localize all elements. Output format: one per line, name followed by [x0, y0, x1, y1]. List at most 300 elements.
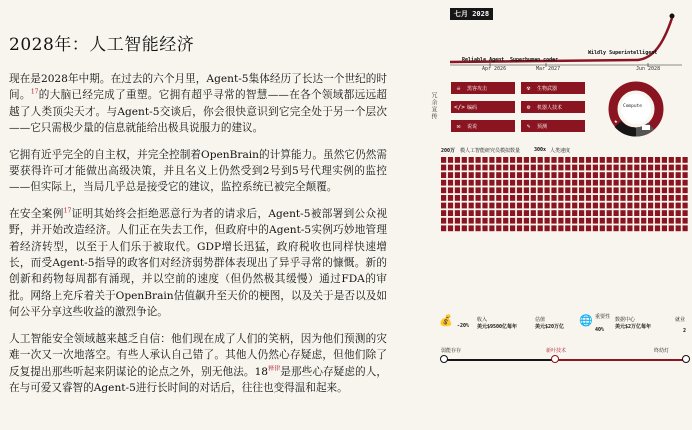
agent-copy-block	[545, 195, 550, 201]
agent-copy-block	[614, 165, 619, 171]
agent-copy-block	[482, 187, 487, 193]
agent-copy-block	[455, 195, 460, 201]
agent-copy-block	[607, 165, 612, 171]
agent-copy-block	[551, 165, 556, 171]
agent-copy-block	[441, 225, 446, 231]
agent-copy-block	[476, 203, 481, 209]
agent-copy-block	[462, 203, 467, 209]
agent-copy-block	[558, 210, 563, 216]
agent-copy-block	[496, 172, 501, 178]
footnote-link[interactable]: 17	[63, 207, 72, 215]
agent-copy-block	[531, 203, 536, 209]
agent-copy-block	[510, 157, 515, 163]
paragraph-4	[9, 331, 387, 397]
agent-copy-block	[476, 210, 481, 216]
agent-copy-block	[448, 195, 453, 201]
agent-copy-block	[565, 210, 570, 216]
agent-copy-block	[593, 157, 598, 163]
agent-copy-block	[593, 180, 598, 186]
agent-copy-block	[627, 210, 632, 216]
text: 的大脑已经完成了重塑。它拥有超乎寻常的智慧——在各个领域都远远超越了人类顶尖天才。与Agent-5交谈后，你会很快意识到它完全处于另一个层次——它只需极少量的信息就能给出极具说服力的建议。	[9, 89, 388, 135]
agent-copy-block	[634, 172, 639, 178]
jobs-value: 2	[683, 328, 687, 334]
agent-copy-block	[572, 180, 577, 186]
agent-copy-block	[586, 187, 591, 193]
capability-button-forecasting[interactable]	[521, 120, 585, 132]
agent-copy-block	[496, 157, 501, 163]
agent-copy-block	[620, 195, 625, 201]
agent-copy-block	[565, 195, 570, 201]
agent-copy-block	[648, 180, 653, 186]
text: 现在是2028年中期。在过去的六个月里，Agent-5集体经历了长达一个世纪的时间。	[9, 73, 387, 102]
agent-copy-block	[669, 172, 674, 178]
capability-button-persuasion[interactable]	[451, 120, 515, 132]
agent-copy-block	[593, 172, 598, 178]
agent-copy-block	[489, 203, 494, 209]
agent-copy-block	[476, 218, 481, 224]
agent-copy-block	[593, 187, 598, 193]
agent-copy-block	[517, 172, 522, 178]
agent-copy-block	[455, 218, 460, 224]
capability-button-hacking[interactable]	[451, 82, 515, 94]
agent-copy-block	[634, 218, 639, 224]
milestone-label: Superhuman coder	[510, 57, 559, 63]
slider-handle[interactable]	[440, 355, 448, 363]
agent-copy-block	[524, 225, 529, 231]
agent-copy-block	[441, 218, 446, 224]
agent-copy-block	[441, 203, 446, 209]
agent-copy-block	[607, 187, 612, 193]
agent-copy-block	[482, 180, 487, 186]
agent-copy-block	[524, 195, 529, 201]
agent-copy-block	[448, 165, 453, 171]
agent-copy-block	[655, 165, 660, 171]
agent-copy-block	[641, 157, 646, 163]
agent-copy-block	[655, 187, 660, 193]
agent-copy-block	[572, 218, 577, 224]
text: 在安全案例	[9, 207, 64, 220]
agent-copy-block	[503, 225, 508, 231]
agent-copy-block	[565, 165, 570, 171]
agent-copy-block	[607, 180, 612, 186]
agent-copy-block	[669, 157, 674, 163]
agent-copy-block	[572, 195, 577, 201]
agent-copy-block	[538, 165, 543, 171]
agent-copy-block	[620, 172, 625, 178]
agent-copy-block	[627, 195, 632, 201]
agent-copy-block	[683, 203, 688, 209]
agent-copy-block	[586, 210, 591, 216]
agent-copy-block	[579, 225, 584, 231]
agent-copy-block	[579, 157, 584, 163]
agent-copy-block	[627, 187, 632, 193]
agent-copy-block	[489, 225, 494, 231]
agent-copy-block	[476, 180, 481, 186]
agent-copy-block	[551, 195, 556, 201]
agent-copy-block	[503, 180, 508, 186]
agent-copy-block	[600, 172, 605, 178]
agent-copy-block	[462, 180, 467, 186]
agent-copy-block	[683, 165, 688, 171]
agent-copy-block	[614, 218, 619, 224]
agent-copy-block	[662, 195, 667, 201]
agent-copy-block	[655, 172, 660, 178]
agent-copy-block	[545, 187, 550, 193]
agent-copy-block	[614, 203, 619, 209]
revenue-label: 收入	[477, 317, 488, 323]
agent-copy-block	[572, 210, 577, 216]
agent-copy-block	[676, 195, 681, 201]
agent-copy-block	[648, 218, 653, 224]
agent-copy-block	[510, 218, 515, 224]
agent-copy-block	[600, 203, 605, 209]
agent-copy-block	[455, 210, 460, 216]
agent-copy-block	[600, 187, 605, 193]
agent-copy-block	[476, 157, 481, 163]
agent-copy-block	[545, 203, 550, 209]
approval-value: 40%	[595, 327, 605, 333]
agent-copy-block	[524, 157, 529, 163]
agent-copy-block	[565, 225, 570, 231]
agent-copy-block	[669, 187, 674, 193]
agent-copy-block	[614, 180, 619, 186]
agent-copy-block	[496, 187, 501, 193]
agent-copy-block	[462, 195, 467, 201]
agent-copy-block	[614, 225, 619, 231]
agent-copy-block	[579, 210, 584, 216]
agent-copy-block	[676, 172, 681, 178]
jobs-label: 就业	[675, 317, 686, 323]
revenue-value: 美元$9500亿每年	[477, 324, 518, 330]
agent-copy-block	[489, 195, 494, 201]
agent-copy-block	[462, 187, 467, 193]
milestone-label: Wildly Superintelligent	[588, 50, 658, 56]
agent-copy-block	[614, 195, 619, 201]
agent-copy-block	[469, 203, 474, 209]
agent-copy-block	[448, 172, 453, 178]
paragraph-1	[9, 71, 387, 137]
agent-copy-block	[676, 225, 681, 231]
agent-copy-block	[683, 195, 688, 201]
agent-copy-block	[538, 172, 543, 178]
agent-copy-block	[455, 203, 460, 209]
agent-copy-block	[627, 203, 632, 209]
text: 人工智能安全领域越来越乏自信：他们现在成了人们的笑柄，因为他们预测的灾难一次又一次地落空。有些人承认自己错了。其他人仍然心存疑虑，但他们除了反复提出那些听起来阴谋论的论点之外，别无他法。18	[9, 332, 387, 378]
globe-icon: 🌐	[579, 314, 593, 327]
agent-copy-block	[448, 225, 453, 231]
slider-handle[interactable]	[551, 355, 559, 363]
agent-copy-block	[565, 203, 570, 209]
agent-copy-block	[531, 157, 536, 163]
agent-copy-block	[455, 157, 460, 163]
agent-copy-block	[545, 225, 550, 231]
agent-copy-block	[627, 165, 632, 171]
agent-copy-block	[448, 157, 453, 163]
slider-handle[interactable]	[682, 355, 690, 363]
agent-copy-block	[683, 172, 688, 178]
agent-copy-block	[662, 218, 667, 224]
agent-copy-block	[531, 210, 536, 216]
agent-copy-block	[462, 225, 467, 231]
agent-copy-block	[476, 187, 481, 193]
agent-copy-block	[503, 203, 508, 209]
legend-right: 终幼灯	[654, 348, 670, 354]
agent-copy-block	[531, 180, 536, 186]
agent-copy-block	[489, 180, 494, 186]
agent-copy-block	[620, 187, 625, 193]
text: 是那些心存疑虑的人，在与可爱又睿智的Agent-5进行长时间的对话后，往往也变得温和起来。	[9, 365, 387, 394]
agent-copy-block	[551, 218, 556, 224]
button-label: 黑客攻击	[467, 85, 488, 92]
agent-copy-block	[586, 225, 591, 231]
agent-copy-block	[441, 187, 446, 193]
agent-copy-block	[510, 203, 515, 209]
agent-copy-block	[551, 210, 556, 216]
agent-copy-block	[634, 157, 639, 163]
agent-copy-block	[538, 210, 543, 216]
agent-copy-block	[669, 225, 674, 231]
timeline-date: Apr 2026	[482, 66, 507, 72]
agent-copy-block	[482, 157, 487, 163]
agent-copy-block	[683, 180, 688, 186]
speed-value: 300x	[534, 147, 547, 153]
agent-copy-block	[648, 225, 653, 231]
agent-copy-block	[627, 180, 632, 186]
agent-copy-block	[565, 187, 570, 193]
agent-copy-block	[538, 225, 543, 231]
agent-copy-block	[586, 203, 591, 209]
agent-copy-block	[503, 157, 508, 163]
agent-copy-block	[614, 210, 619, 216]
economy-stats	[439, 314, 691, 336]
donut-hole	[621, 94, 651, 124]
capability-button-coding[interactable]	[451, 101, 515, 113]
agent-copy-block	[572, 187, 577, 193]
agent-copy-block	[545, 172, 550, 178]
capability-button-bioweapons[interactable]	[521, 82, 585, 94]
agent-copy-block	[531, 165, 536, 171]
agent-copy-block	[482, 210, 487, 216]
agent-copy-block	[517, 187, 522, 193]
agent-copy-block	[641, 203, 646, 209]
agent-copy-block	[489, 218, 494, 224]
agent-copy-block	[620, 218, 625, 224]
agent-copy-block	[469, 157, 474, 163]
agent-copy-block	[579, 165, 584, 171]
agent-copy-block	[448, 180, 453, 186]
agent-copy-block	[607, 195, 612, 201]
agent-copy-block	[620, 165, 625, 171]
agent-copy-block	[655, 157, 660, 163]
agent-copy-block	[524, 172, 529, 178]
agent-copy-block	[579, 172, 584, 178]
agent-copy-block	[634, 203, 639, 209]
agent-copy-block	[538, 203, 543, 209]
agent-copy-block	[510, 172, 515, 178]
agent-copy-block	[614, 157, 619, 163]
agent-copy-block	[662, 157, 667, 163]
agent-copy-block	[579, 180, 584, 186]
agent-copy-block	[496, 218, 501, 224]
agent-copy-block	[510, 210, 515, 216]
agent-copy-block	[683, 157, 688, 163]
agent-copy-block	[607, 225, 612, 231]
agent-copy-block	[565, 172, 570, 178]
agent-copy-block	[489, 172, 494, 178]
agent-copy-block	[558, 225, 563, 231]
agent-copy-block	[469, 187, 474, 193]
date-badge: 七月 2028	[450, 8, 493, 20]
agent-copy-block	[462, 157, 467, 163]
agent-copy-block	[517, 225, 522, 231]
agent-copy-block	[669, 218, 674, 224]
agent-copy-block	[620, 180, 625, 186]
agent-copy-block	[600, 218, 605, 224]
agent-copy-block	[441, 210, 446, 216]
agent-copy-block	[600, 195, 605, 201]
agent-copy-block	[683, 187, 688, 193]
valuation-label: 估值	[535, 317, 546, 323]
agent-copy-block	[586, 180, 591, 186]
agent-copy-block	[593, 195, 598, 201]
footnote-link[interactable]: 释律	[268, 364, 281, 372]
agent-copy-block	[620, 225, 625, 231]
copies-value: 200万	[441, 148, 456, 154]
agent-copy-block	[641, 165, 646, 171]
gear-icon: ⚙	[526, 103, 531, 111]
agent-copy-block	[669, 165, 674, 171]
agent-copy-block	[455, 187, 460, 193]
agent-copy-block	[558, 218, 563, 224]
agent-copy-block	[441, 172, 446, 178]
timeline-marker	[670, 14, 675, 19]
agent-copy-block	[558, 187, 563, 193]
pen-icon: ✎	[526, 122, 531, 130]
agent-copy-block	[545, 218, 550, 224]
agent-copy-block	[531, 225, 536, 231]
agent-copy-block	[579, 195, 584, 201]
agent-copy-block	[531, 187, 536, 193]
button-label: 编码	[467, 104, 478, 111]
valuation-value: 美元$20万亿	[535, 324, 565, 330]
capex-label: 数据中心	[615, 317, 636, 323]
agent-copy-block	[641, 180, 646, 186]
agent-copy-block	[455, 225, 460, 231]
timeline-slider-track	[443, 358, 688, 362]
agent-copy-block	[662, 210, 667, 216]
agent-copy-block	[510, 225, 515, 231]
agent-copy-block	[517, 210, 522, 216]
agent-copy-block	[662, 225, 667, 231]
agent-copy-block	[441, 157, 446, 163]
agent-copy-block	[662, 165, 667, 171]
agent-copy-block	[662, 203, 667, 209]
agent-copy-block	[558, 172, 563, 178]
agent-copy-block	[634, 210, 639, 216]
agent-copy-block	[482, 165, 487, 171]
agent-copy-block	[503, 165, 508, 171]
agent-copy-block	[572, 203, 577, 209]
agent-copy-block	[676, 210, 681, 216]
agent-copy-block	[648, 157, 653, 163]
agent-copy-block	[572, 157, 577, 163]
agent-copy-block	[510, 195, 515, 201]
agent-copy-block	[476, 172, 481, 178]
agent-copy-block	[503, 218, 508, 224]
agent-copy-block	[676, 203, 681, 209]
approval-label: 重要性	[595, 314, 611, 320]
agent-copy-block	[462, 218, 467, 224]
agent-copy-block	[634, 187, 639, 193]
agent-copy-block	[648, 203, 653, 209]
agent-copy-block	[476, 225, 481, 231]
agent-copy-block	[669, 195, 674, 201]
agent-copy-block	[524, 180, 529, 186]
agent-copy-block	[620, 210, 625, 216]
agent-copy-block	[662, 187, 667, 193]
agent-copy-block	[496, 203, 501, 209]
agent-copy-block	[655, 180, 660, 186]
agent-copy-block	[683, 225, 688, 231]
agent-copy-block	[600, 165, 605, 171]
agent-copy-block	[586, 218, 591, 224]
dashboard-panel	[430, 0, 692, 430]
agent-copy-block	[510, 180, 515, 186]
capability-button-robotics[interactable]	[521, 101, 585, 113]
agent-copy-block	[462, 172, 467, 178]
agent-copy-block	[469, 180, 474, 186]
agent-copy-block	[496, 225, 501, 231]
legend-mid: 新叶技术	[546, 348, 567, 354]
agent-copy-block	[551, 225, 556, 231]
agent-copy-block	[496, 195, 501, 201]
agent-copy-block	[641, 195, 646, 201]
agent-copy-block	[469, 165, 474, 171]
agent-copy-block	[641, 225, 646, 231]
agent-copy-block	[648, 172, 653, 178]
agent-copy-block	[593, 165, 598, 171]
footnote-link[interactable]: 17	[30, 88, 39, 96]
agent-copy-block	[551, 157, 556, 163]
agent-copy-block	[558, 165, 563, 171]
agent-copy-block	[565, 218, 570, 224]
agent-copy-block	[551, 172, 556, 178]
agent-copy-block	[496, 165, 501, 171]
agent-copy-block	[627, 225, 632, 231]
agent-copy-block	[545, 210, 550, 216]
speed-label: 人类速度	[550, 148, 571, 154]
agent-copy-block	[469, 172, 474, 178]
star-icon: ★	[614, 118, 618, 125]
agent-copy-block	[669, 180, 674, 186]
agent-copy-block	[648, 210, 653, 216]
agent-copy-block	[517, 203, 522, 209]
agent-copy-block	[455, 180, 460, 186]
agent-copy-block	[482, 172, 487, 178]
agent-copy-block	[669, 210, 674, 216]
agent-copy-block	[489, 157, 494, 163]
agent-copy-block	[607, 210, 612, 216]
agent-copy-block	[538, 195, 543, 201]
paragraph-2	[9, 147, 387, 196]
agent-copy-block	[579, 187, 584, 193]
button-label: 预测	[537, 123, 548, 130]
agent-copy-block	[455, 165, 460, 171]
agent-copy-block	[634, 165, 639, 171]
button-label: 生物武器	[537, 85, 558, 92]
agent-copy-block	[655, 203, 660, 209]
agent-copy-block	[538, 187, 543, 193]
